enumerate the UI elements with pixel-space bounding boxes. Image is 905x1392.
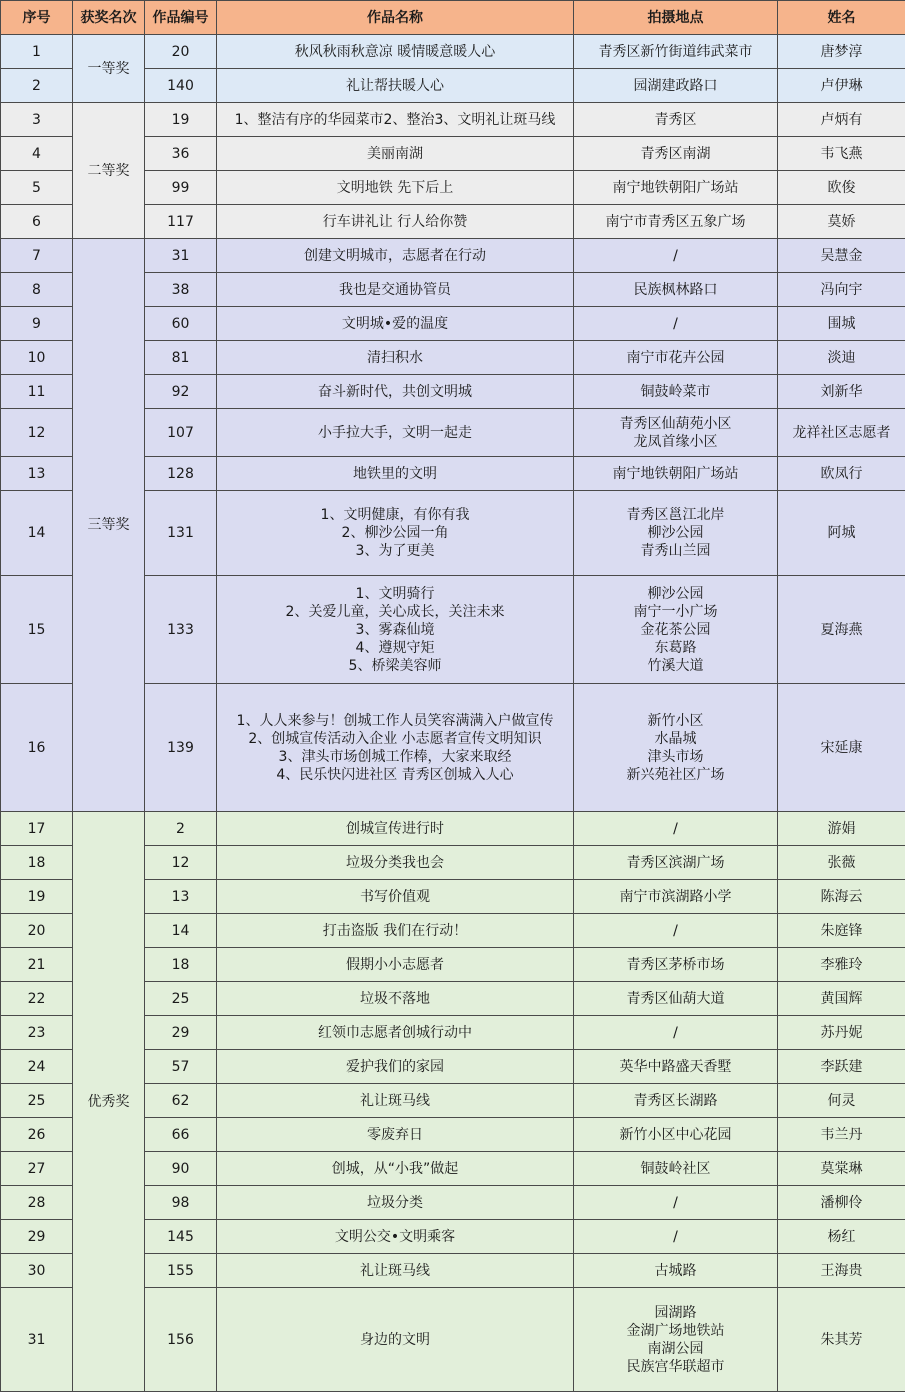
place-cell [574,1220,778,1254]
title-cell [217,684,574,812]
code-cell: 156 [145,1288,217,1392]
place-cell-line: 青秀区 [654,111,697,128]
place-cell [574,239,778,273]
place-cell [574,684,778,812]
title-cell [217,846,574,880]
title-cell-line: 2、创城宣传活动入企业 小志愿者宣传文明知识 [248,730,542,747]
serial-cell: 15 [1,576,73,684]
place-cell [574,1152,778,1186]
serial-cell: 11 [1,375,73,409]
title-cell-line: 红领巾志愿者创城行动中 [318,1024,472,1041]
code-cell: 155 [145,1254,217,1288]
table-body [1,35,905,1392]
table-row [1,103,905,137]
title-cell-line: 4、遵规守矩 [355,639,435,656]
title-cell [217,1016,574,1050]
place-cell-line: 柳沙公园 [647,585,704,602]
title-cell [217,1254,574,1288]
title-cell-line: 3、为了更美 [355,543,435,559]
serial-cell: 13 [1,457,73,491]
code-cell: 107 [145,409,217,457]
title-cell [217,1220,574,1254]
serial-cell: 4 [1,137,73,171]
header-code: 作品编号 [145,1,217,35]
name-cell: 夏海燕 [778,576,905,684]
serial-cell: 29 [1,1220,73,1254]
code-cell: 98 [145,1186,217,1220]
title-cell [217,1288,574,1392]
place-cell [574,880,778,914]
code-cell: 38 [145,273,217,307]
name-cell: 陈海云 [778,880,905,914]
place-cell [574,69,778,103]
name-cell: 李跃建 [778,1050,905,1084]
header-row [1,1,905,35]
title-cell [217,880,574,914]
name-cell: 刘新华 [778,375,905,409]
code-cell: 81 [145,341,217,375]
header-place: 拍摄地点 [574,1,778,35]
place-cell-line: 南宁市花卉公园 [626,349,725,366]
header-serial: 序号 [1,1,73,35]
serial-cell: 7 [1,239,73,273]
name-cell: 韦飞燕 [778,137,905,171]
title-cell [217,457,574,491]
name-cell: 莫娇 [778,205,905,239]
place-cell-line: / [673,247,678,264]
title-cell-line: 垃圾分类我也会 [346,854,444,871]
code-cell: 36 [145,137,217,171]
place-cell-line: 民族宫华联超市 [626,1358,725,1375]
name-cell: 阿城 [778,491,905,576]
serial-cell: 23 [1,1016,73,1050]
code-cell: 66 [145,1118,217,1152]
place-cell [574,1084,778,1118]
serial-cell: 24 [1,1050,73,1084]
place-cell-line: 英华中路盛天香墅 [619,1058,732,1075]
title-cell-line: 3、雾森仙境 [355,621,435,638]
title-cell-line: 1、文明健康，有你有我 [320,507,470,523]
title-cell-line: 我也是交通协管员 [339,281,451,298]
title-cell-line: 假期小小志愿者 [346,956,444,973]
code-cell: 14 [145,914,217,948]
place-cell [574,273,778,307]
name-cell: 宋延康 [778,684,905,812]
place-cell-line: / [673,820,678,837]
title-cell-line: 5、桥梁美容师 [348,657,442,674]
place-cell [574,1186,778,1220]
place-cell-line: / [673,1194,678,1211]
title-cell-line: 小手拉大手，文明一起走 [318,424,472,441]
code-cell: 92 [145,375,217,409]
code-cell: 133 [145,576,217,684]
name-cell: 朱其芳 [778,1288,905,1392]
place-cell-line: 铜鼓岭菜市 [640,383,711,400]
place-cell-line: 青秀区仙葫苑小区 [619,415,732,432]
place-cell-line: 铜鼓岭社区 [640,1160,711,1177]
code-cell: 117 [145,205,217,239]
code-cell: 128 [145,457,217,491]
title-cell [217,307,574,341]
code-cell: 2 [145,812,217,846]
code-cell: 145 [145,1220,217,1254]
title-cell [217,137,574,171]
place-cell [574,35,778,69]
name-cell: 朱庭锋 [778,914,905,948]
name-cell: 淡迪 [778,341,905,375]
title-cell [217,409,574,457]
place-cell-line: 南湖公园 [647,1340,704,1357]
place-cell [574,171,778,205]
code-cell: 140 [145,69,217,103]
name-cell: 苏丹妮 [778,1016,905,1050]
place-cell [574,341,778,375]
name-cell: 黄国辉 [778,982,905,1016]
place-cell-line: 龙凤首缘小区 [633,433,718,450]
code-cell: 25 [145,982,217,1016]
place-cell-line: / [673,1228,678,1245]
code-cell: 31 [145,239,217,273]
title-cell [217,1050,574,1084]
title-cell-line: 1、整洁有序的华园菜市2、整治3、文明礼让斑马线 [234,111,556,128]
title-cell-line: 2、关爱儿童，关心成长，关注未来 [285,603,505,620]
title-cell-line: 礼让斑马线 [360,1262,430,1279]
serial-cell: 31 [1,1288,73,1392]
code-cell: 29 [145,1016,217,1050]
serial-cell: 6 [1,205,73,239]
title-cell-line: 垃圾分类 [367,1194,423,1211]
place-cell [574,375,778,409]
title-cell [217,1084,574,1118]
title-cell [217,914,574,948]
title-cell-line: 文明城•爱的温度 [341,315,449,332]
name-cell: 围城 [778,307,905,341]
serial-cell: 5 [1,171,73,205]
title-cell-line: 创建文明城市，志愿者在行动 [304,247,486,264]
serial-cell: 9 [1,307,73,341]
place-cell [574,103,778,137]
title-cell-line: 爱护我们的家园 [346,1058,444,1075]
place-cell-line: / [673,922,678,939]
place-cell-line: 青秀区新竹街道纬武菜市 [598,43,753,60]
name-cell: 王海贵 [778,1254,905,1288]
place-cell [574,1254,778,1288]
name-cell: 李雅玲 [778,948,905,982]
place-cell [574,948,778,982]
title-cell [217,812,574,846]
serial-cell: 3 [1,103,73,137]
place-cell-line: 南宁市滨湖路小学 [619,888,732,905]
title-cell-line: 地铁里的文明 [353,465,437,482]
title-cell-line: 1、文明骑行 [355,585,435,602]
serial-cell: 16 [1,684,73,812]
title-cell-line: 垃圾不落地 [360,990,430,1007]
title-cell [217,375,574,409]
code-cell: 12 [145,846,217,880]
header-title: 作品名称 [217,1,574,35]
title-cell-line: 文明公交•文明乘客 [334,1228,456,1245]
name-cell: 莫棠琳 [778,1152,905,1186]
place-cell-line: 南宁市青秀区五象广场 [605,213,746,230]
title-cell [217,69,574,103]
table-row [1,812,905,846]
award-cell: 二等奖 [73,103,145,239]
title-cell-line: 3、津头市场创城工作棒，大家来取经 [278,748,512,765]
place-cell-line: 青秀区仙葫大道 [626,990,725,1007]
title-cell-line: 创城，从“小我”做起 [331,1160,459,1177]
title-cell [217,491,574,576]
name-cell: 冯向宇 [778,273,905,307]
place-cell-line: 南宁地铁朝阳广场站 [612,465,739,482]
place-cell-line: 民族枫林路口 [633,281,718,298]
title-cell [217,171,574,205]
title-cell-line: 秋风秋雨秋意凉 暖情暖意暖人心 [294,43,496,60]
code-cell: 131 [145,491,217,576]
code-cell: 13 [145,880,217,914]
serial-cell: 1 [1,35,73,69]
code-cell: 60 [145,307,217,341]
serial-cell: 8 [1,273,73,307]
title-cell-line: 打击盗版 我们在行动！ [322,922,468,939]
place-cell-line: 园湖路 [654,1304,697,1321]
place-cell-line: 金花茶公园 [640,621,711,638]
place-cell [574,137,778,171]
title-cell-line: 奋斗新时代，共创文明城 [318,383,472,400]
title-cell [217,239,574,273]
place-cell [574,846,778,880]
place-cell-line: 青秀区南湖 [640,145,711,162]
serial-cell: 25 [1,1084,73,1118]
place-cell [574,812,778,846]
name-cell: 游娟 [778,812,905,846]
serial-cell: 26 [1,1118,73,1152]
title-cell [217,948,574,982]
place-cell [574,576,778,684]
place-cell [574,982,778,1016]
title-cell [217,1152,574,1186]
place-cell [574,1288,778,1392]
place-cell-line: 南宁地铁朝阳广场站 [612,179,739,196]
title-cell-line: 4、民乐快闪进社区 青秀区创城入人心 [276,766,514,783]
name-cell: 欧俊 [778,171,905,205]
place-cell-line: 新竹小区 [647,712,704,729]
header-award: 获奖名次 [73,1,145,35]
place-cell [574,409,778,457]
place-cell-line: 新竹小区中心花园 [619,1126,732,1143]
title-cell-line: 零废弃日 [367,1126,423,1143]
award-cell: 优秀奖 [73,812,145,1392]
name-cell: 欧凤行 [778,457,905,491]
code-cell: 57 [145,1050,217,1084]
name-cell: 卢炳有 [778,103,905,137]
name-cell: 卢伊琳 [778,69,905,103]
place-cell [574,457,778,491]
title-cell [217,1186,574,1220]
serial-cell: 12 [1,409,73,457]
place-cell-line: / [673,1024,678,1041]
place-cell-line: 古城路 [654,1262,697,1279]
place-cell [574,307,778,341]
title-cell-line: 行车讲礼让 行人给你赞 [322,213,468,230]
place-cell-line: 津头市场 [647,748,704,765]
code-cell: 62 [145,1084,217,1118]
title-cell [217,982,574,1016]
place-cell-line: 水晶城 [654,730,697,747]
place-cell-line: 园湖建政路口 [633,77,718,94]
serial-cell: 2 [1,69,73,103]
title-cell [217,341,574,375]
place-cell [574,205,778,239]
code-cell: 18 [145,948,217,982]
title-cell [217,273,574,307]
place-cell-line: 青秀区邕江北岸 [626,507,725,523]
serial-cell: 19 [1,880,73,914]
serial-cell: 21 [1,948,73,982]
place-cell [574,491,778,576]
code-cell: 99 [145,171,217,205]
title-cell-line: 身边的文明 [360,1331,430,1348]
serial-cell: 22 [1,982,73,1016]
title-cell-line: 文明地铁 先下后上 [336,179,454,196]
table-row [1,35,905,69]
place-cell-line: 南宁一小广场 [633,603,718,620]
name-cell: 何灵 [778,1084,905,1118]
title-cell-line: 书写价值观 [360,888,430,905]
title-cell-line: 创城宣传进行时 [346,820,444,837]
name-cell: 吴慧金 [778,239,905,273]
place-cell-line: 青秀区长湖路 [633,1092,718,1109]
serial-cell: 30 [1,1254,73,1288]
name-cell: 唐梦淳 [778,35,905,69]
code-cell: 139 [145,684,217,812]
serial-cell: 27 [1,1152,73,1186]
award-cell: 一等奖 [73,35,145,103]
title-cell-line: 礼让斑马线 [360,1092,430,1109]
name-cell: 张薇 [778,846,905,880]
title-cell [217,576,574,684]
place-cell [574,914,778,948]
place-cell-line: 竹溪大道 [647,657,704,674]
place-cell-line: 青秀区滨湖广场 [626,854,725,871]
code-cell: 19 [145,103,217,137]
name-cell: 龙祥社区志愿者 [778,409,905,457]
place-cell-line: 青秀区茅桥市场 [626,956,725,973]
name-cell: 杨红 [778,1220,905,1254]
place-cell [574,1050,778,1084]
place-cell [574,1016,778,1050]
award-cell: 三等奖 [73,239,145,812]
serial-cell: 10 [1,341,73,375]
code-cell: 90 [145,1152,217,1186]
serial-cell: 20 [1,914,73,948]
title-cell-line: 礼让帮扶暖人心 [346,77,444,94]
serial-cell: 28 [1,1186,73,1220]
table-row [1,239,905,273]
serial-cell: 17 [1,812,73,846]
place-cell-line: 新兴苑社区广场 [626,766,725,783]
title-cell-line: 美丽南湖 [367,145,423,162]
title-cell [217,205,574,239]
name-cell: 潘柳伶 [778,1186,905,1220]
serial-cell: 18 [1,846,73,880]
title-cell [217,35,574,69]
title-cell-line: 1、人人来参与！创城工作人员笑容满满入户做宣传 [236,712,554,729]
title-cell-line: 清扫积水 [367,349,423,366]
title-cell [217,1118,574,1152]
place-cell-line: 东葛路 [654,639,697,656]
code-cell: 20 [145,35,217,69]
name-cell: 韦兰丹 [778,1118,905,1152]
title-cell-line: 2、柳沙公园一角 [341,525,449,541]
header-name: 姓名 [778,1,905,35]
serial-cell: 14 [1,491,73,576]
place-cell-line: / [673,315,678,332]
place-cell-line: 柳沙公园 [647,525,704,541]
title-cell [217,103,574,137]
place-cell-line: 青秀山兰园 [640,543,711,559]
place-cell [574,1118,778,1152]
place-cell-line: 金湖广场地铁站 [626,1322,725,1339]
